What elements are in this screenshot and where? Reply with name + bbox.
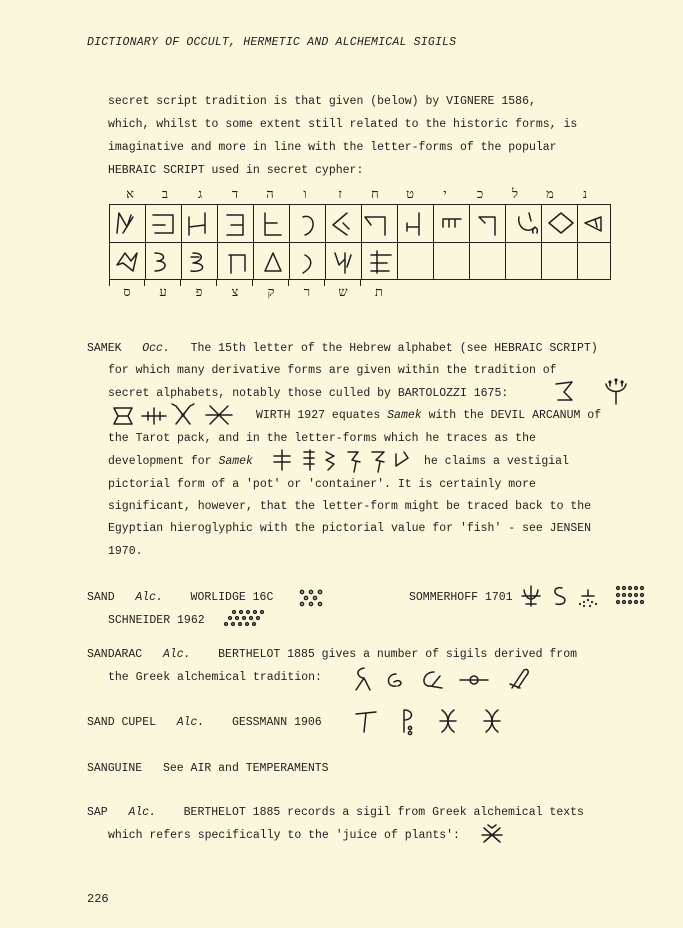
entry-tag: Alc. xyxy=(135,591,163,604)
entry-line xyxy=(87,591,273,604)
intro-line-2: which, whilst to some extent still related to the historic forms, is xyxy=(108,118,578,131)
entry-text: GESSMANN 1906 xyxy=(231,716,322,729)
hebrew-letter: ט xyxy=(406,187,414,202)
entry-text: BERTHELOT 1885 gives a number of sigils derived from xyxy=(218,648,578,661)
entry-term: SANDARAC xyxy=(87,648,143,661)
entry-line xyxy=(87,762,329,775)
cypher-glyphs-row-1 xyxy=(109,205,611,241)
hebrew-letter: י xyxy=(443,187,447,202)
sap-sigil xyxy=(480,822,504,846)
entry-tag: Alc. xyxy=(162,648,191,661)
entry-text: See AIR and TEMPERAMENTS xyxy=(162,762,329,775)
hebrew-letter: ח xyxy=(371,187,379,202)
hebrew-letter: ר xyxy=(303,285,311,300)
hebrew-letter: ק xyxy=(267,285,275,300)
page-number: 226 xyxy=(87,892,109,906)
entry-text: BERTHELOT 1885 records a sigil from Greek alchemical texts xyxy=(183,806,584,819)
hebrew-letter: נ xyxy=(582,187,588,202)
hebrew-letter: ל xyxy=(511,187,519,202)
entry-line: significant, however, that the letter-form might be traced back to the xyxy=(108,500,592,513)
wirth-development-sigils xyxy=(272,446,412,474)
entry-tag: Alc. xyxy=(176,716,205,729)
hebrew-letter: ז xyxy=(338,187,342,202)
schneider-sand-sigil xyxy=(224,608,270,628)
entry-line: Egyptian hieroglyphic with the pictorial value for 'fish' - see JENSEN xyxy=(108,522,592,535)
samek-variant-sigils xyxy=(110,402,260,428)
entry-tag: Occ. xyxy=(142,342,170,355)
sand-cupel-sigils xyxy=(350,706,510,736)
entry-line: which refers specifically to the 'juice of plants': xyxy=(108,829,460,842)
entry-line xyxy=(87,806,584,819)
entry-text: with the DEVIL ARCANUM of xyxy=(428,409,602,422)
hebrew-letter: צ xyxy=(231,285,239,300)
hebrew-letter: ע xyxy=(159,285,167,300)
entry-term: SANGUINE xyxy=(87,762,143,775)
bartolozzi-sigils xyxy=(550,378,650,406)
hebrew-letter: פ xyxy=(195,285,203,300)
entry-line: secret alphabets, notably those culled by BARTOLOZZI 1675: xyxy=(108,387,509,400)
entry-line: the Greek alchemical tradition: xyxy=(108,671,322,684)
entry-term: SAP xyxy=(87,806,108,819)
hebrew-letter: ו xyxy=(303,187,307,202)
sandarac-sigils xyxy=(350,664,540,694)
entry-italic: Samek xyxy=(387,409,422,422)
entry-line: 1970. xyxy=(108,545,143,558)
entry-italic: Samek xyxy=(218,455,253,468)
entry-line xyxy=(256,409,601,422)
hebrew-letter: ב xyxy=(161,187,169,202)
entry-line: pictorial form of a 'pot' or 'container'. It is certainly more xyxy=(108,478,536,491)
entry-line: the Tarot pack, and in the letter-forms which he traces as the xyxy=(108,432,536,445)
entry-line: for which many derivative forms are given within the tradition of xyxy=(108,364,557,377)
sommerhoff-sand-sigils xyxy=(520,582,660,610)
hebrew-letter: ה xyxy=(266,187,274,202)
entry-line xyxy=(87,342,598,355)
hebrew-letter: ד xyxy=(231,187,239,202)
entry-term: SAND CUPEL xyxy=(87,716,157,729)
hebrew-letter: א xyxy=(126,187,134,202)
hebrew-letter: ת xyxy=(375,285,383,300)
hebrew-letter: ג xyxy=(197,187,203,202)
hebrew-letter: כ xyxy=(476,187,484,202)
intro-line-3: imaginative and more in line with the letter-forms of the popular xyxy=(108,141,557,154)
entry-text: development for xyxy=(108,455,212,468)
intro-line-1: secret script tradition is that given (below) by VIGNERE 1586, xyxy=(108,95,536,108)
entry-line: SOMMERHOFF 1701 xyxy=(409,591,513,604)
entry-line xyxy=(87,648,577,661)
entry-text: WIRTH 1927 equates xyxy=(256,409,381,422)
hebrew-letter: מ xyxy=(546,187,554,202)
entry-tag: Alc. xyxy=(128,806,157,819)
entry-text: The 15th letter of the Hebrew alphabet (see HEBRAIC SCRIPT) xyxy=(190,342,598,355)
entry-line xyxy=(108,455,253,468)
entry-text: WORLIDGE 16C xyxy=(190,591,274,604)
entry-term: SAND xyxy=(87,591,115,604)
hebrew-letter: ס xyxy=(123,285,131,300)
hebrew-letter: ש xyxy=(338,285,348,300)
entry-line: SCHNEIDER 1962 xyxy=(108,614,205,627)
cypher-glyphs-row-2 xyxy=(109,243,611,279)
running-header: DICTIONARY OF OCCULT, HERMETIC AND ALCHEMICAL SIGILS xyxy=(87,36,457,49)
worlidge-sand-sigil xyxy=(298,588,328,608)
intro-line-4: HEBRAIC SCRIPT used in secret cypher: xyxy=(108,164,364,177)
entry-line xyxy=(87,716,322,729)
entry-term: SAMEK xyxy=(87,342,122,355)
entry-line: he claims a vestigial xyxy=(424,455,569,468)
